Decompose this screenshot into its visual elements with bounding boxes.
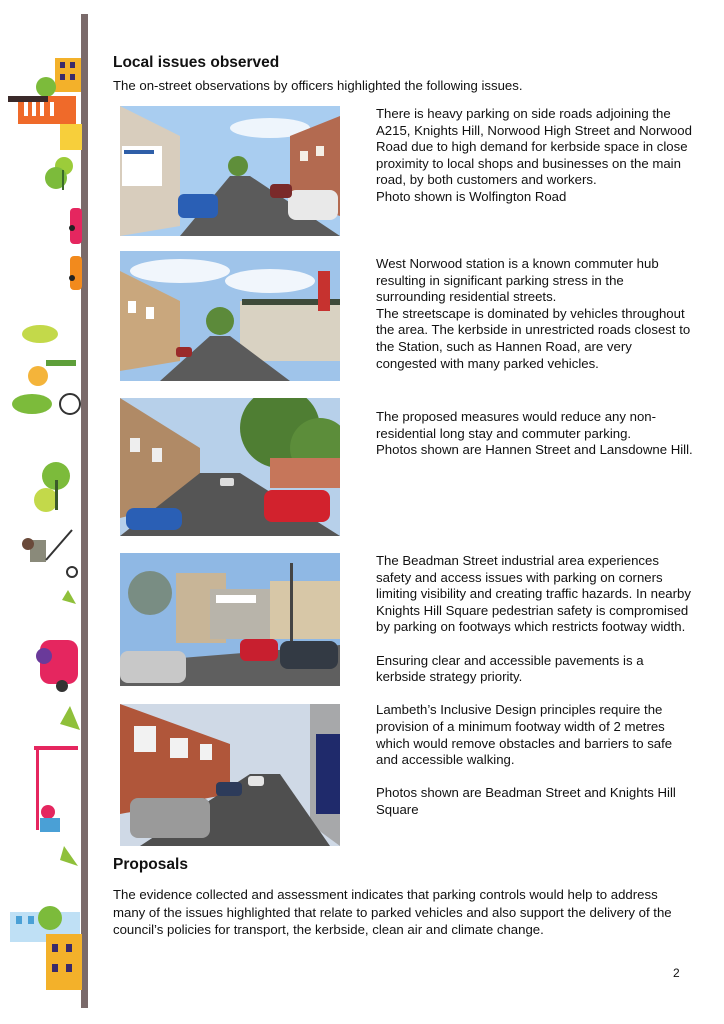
caption-west-norwood-station: West Norwood station is a known commuter hub resulting in significant parking stress in the surrounding residential streets. The streetscape is dominated by vehicles throughout the area. The kerbside in unrestricted roads closest to the Station, such as Hannen Road, are very congested with many parked vehicles. xyxy=(376,256,691,371)
proposals-text: The evidence collected and assessment indicates that parking controls would help to address many of the issues highlighted that relate to parked vehicles and also support the delivery of the council’s policies for transport, the kerbside, clean air and climate change. xyxy=(113,887,672,937)
photo-hannen-street xyxy=(120,398,340,536)
bus-stop-icon xyxy=(34,746,78,832)
tree-icon xyxy=(45,157,73,190)
photo-wolfington-road xyxy=(120,106,340,236)
car-icon xyxy=(69,208,82,290)
section-heading-proposals: Proposals xyxy=(113,856,188,873)
photo-west-norwood-station xyxy=(120,251,340,381)
building-cluster-icon xyxy=(8,58,82,150)
plant-icon xyxy=(60,846,78,866)
plant-icon xyxy=(60,706,80,730)
caption-hannen-street: The proposed measures would reduce any non-residential long stay and commuter parking. Photos shown are Hannen Street and Lansdowne Hill. xyxy=(376,409,693,458)
cyclist-icon xyxy=(12,325,80,414)
photo-beadman-street xyxy=(120,553,340,686)
building-cluster-icon xyxy=(10,906,82,990)
moped-icon xyxy=(36,640,78,692)
caption-beadman-street: The Beadman Street industrial area experiences safety and access issues with parking on corners limiting visibility and creating traffic hazards. In nearby Knights Hill Square pedestrian safety is compromised by parking on footways which restricts footway width. Ensuring clear and accessible pavements is a kerbside strategy priority. Lambeth’s Inclusive Design principles require the provision of a minimum footway width of 2 metres which would remove obstacles and barriers to safe and accessible walking. Photos shown are Beadman Street and Knights Hill Square xyxy=(376,553,691,817)
scooter-rider-icon xyxy=(22,530,77,577)
decorative-street-illustration xyxy=(0,0,90,1024)
plant-icon xyxy=(62,590,76,604)
page-number: 2 xyxy=(673,966,680,980)
section-heading-issues: Local issues observed xyxy=(113,54,280,71)
intro-text: The on-street observations by officers highlighted the following issues. xyxy=(113,78,523,93)
photo-knights-hill-square xyxy=(120,704,340,846)
caption-wolfington-road: There is heavy parking on side roads adjoining the A215, Knights Hill, Norwood High Street and Norwood Road due to high demand for kerbside space in close proximity to local shops and businesses on the main road, by both customers and workers. Photo shown is Wolfington Road xyxy=(376,106,692,204)
tree-icon xyxy=(34,462,70,512)
